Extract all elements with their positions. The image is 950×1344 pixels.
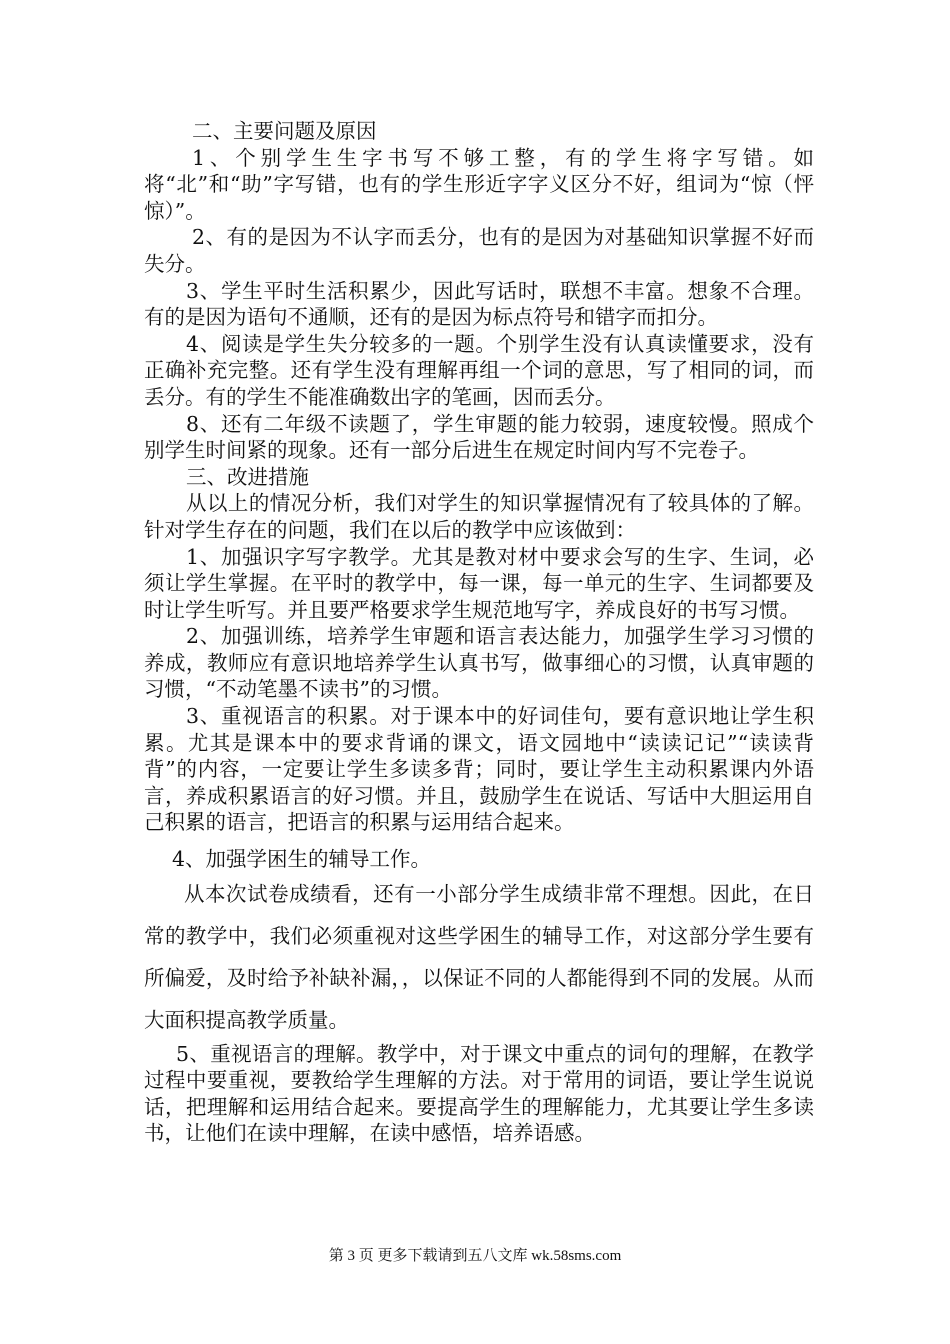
paragraph: 4、加强学困生的辅导工作。	[172, 847, 432, 872]
paragraph: 2、加强训练，培养学生审题和语言表达能力，加强学生学习习惯的养成，教师应有意识地培养学生认真书写，做事细心的习惯，认真审题的习惯，“不动笔墨不读书”的习惯。	[144, 624, 814, 702]
paragraph: 二、主要问题及原因	[192, 119, 377, 143]
page-footer: 第 3 页 更多下载请到五八文库 wk.58sms.com	[328, 1248, 622, 1264]
paragraph: 3、重视语言的积累。对于课本中的好词佳句，要有意识地让学生积累。尤其是课本中的要求背诵的课文，语文园地中“读读记记”“读读背背”的内容，一定要让学生多读多背；同时，要让学生主动积累课内外语言，养成积累语言的好习惯。并且，鼓励学生在说话、写话中大胆运用自己积累的语言，把语言的积累与运用结合起来。	[144, 704, 814, 835]
document-body	[144, 118, 814, 1147]
paragraph: 从本次试卷成绩看，还有一小部分学生成绩非常不理想。因此，在日常的教学中，我们必须重视对这些学困生的辅导工作，对这部分学生要有所偏爱，及时给予补缺补漏，，以保证不同的人都能得到不同的发展。从而大面积提高教学质量。	[144, 881, 814, 1032]
paragraph: 三、改进措施	[186, 464, 309, 489]
paragraph: 3、学生平时生活积累少，因此写话时，联想不丰富。想象不合理。有的是因为语句不通顺，还有的是因为标点符号和错字而扣分。	[144, 278, 814, 330]
paragraph: 1、加强识字写字教学。尤其是教对材中要求会写的生字、生词，必须让学生掌握。在平时的教学中，每一课，每一单元的生字、生词都要及时让学生听写。并且要严格要求学生规范地写字，养成良好的书写习惯。	[144, 544, 814, 622]
paragraph: 1、个别学生生字书写不够工整，有的学生将字写错。如将“北”和“助”字写错，也有的学生形近字字义区分不好，组词为“惊（怦惊）”。	[144, 145, 814, 223]
paragraph: 从以上的情况分析，我们对学生的知识掌握情况有了较具体的了解。针对学生存在的问题，我们在以后的教学中应该做到：	[144, 491, 814, 542]
paragraph: 5、重视语言的理解。教学中，对于课文中重点的词句的理解，在教学过程中要重视，要教给学生理解的方法。对于常用的词语，要让学生说说话，把理解和运用结合起来。要提高学生的理解能力，尤其要让学生多读书，让他们在读中理解，在读中感悟，培养语感。	[144, 1041, 814, 1146]
paragraph: 2、有的是因为不认字而丢分，也有的是因为对基础知识掌握不好而失分。	[144, 225, 814, 276]
paragraph: 4、阅读是学生失分较多的一题。个别学生没有认真读懂要求，没有正确补充完整。还有学生没有理解再组一个词的意思，写了相同的词，而丢分。有的学生不能准确数出字的笔画，因而丢分。	[144, 331, 814, 409]
paragraph: 8、还有二年级不读题了，学生审题的能力较弱，速度较慢。照成个别学生时间紧的现象。还有一部分后进生在规定时间内写不完卷子。	[144, 411, 814, 463]
